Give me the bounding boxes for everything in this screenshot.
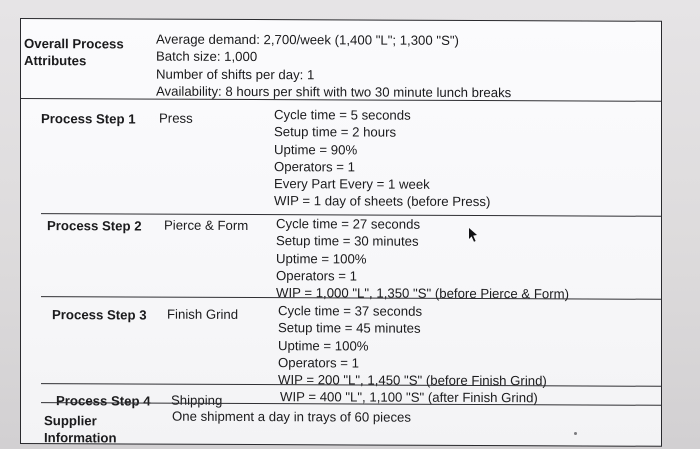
operators-text: Operators = 1	[278, 355, 359, 371]
press-operation: Press	[159, 110, 193, 126]
availability-text: Availability: 8 hours per shift with two 30 minute lunch breaks	[156, 83, 512, 101]
pierce-form-operation: Pierce & Form	[164, 217, 249, 233]
step-3-attributes	[278, 302, 547, 390]
cycle-time-text: Cycle time = 5 seconds	[274, 107, 411, 123]
supplier-shipment-text: One shipment a day in trays of 60 pieces	[172, 408, 411, 425]
setup-time-text: Setup time = 45 minutes	[278, 320, 421, 337]
wip-text: WIP = 200 "L", 1,450 "S" (before Finish Grind)	[278, 372, 547, 389]
cycle-time-text: Cycle time = 37 seconds	[278, 303, 423, 319]
wip-text: WIP = 1,000 "L", 1,350 "S" (before Pierce & Form)	[276, 285, 569, 302]
setup-time-text: Setup time = 30 minutes	[276, 233, 419, 250]
overall-label-line1: Overall Process	[24, 36, 124, 52]
speck-mark	[574, 432, 577, 435]
wip-text: WIP = 1 day of sheets (before Press)	[274, 193, 491, 210]
every-part-every-text: Every Part Every = 1 week	[274, 176, 430, 192]
supplier-label-line1: Supplier	[44, 413, 97, 429]
process-step-2-label: Process Step 2	[47, 218, 142, 234]
finish-grind-operation: Finish Grind	[167, 306, 239, 322]
process-step-1-label: Process Step 1	[41, 111, 136, 127]
uptime-text: Uptime = 100%	[276, 250, 367, 267]
step-1-attributes	[274, 106, 490, 211]
uptime-text: Uptime = 90%	[274, 141, 358, 158]
step-2-attributes	[276, 215, 569, 303]
batch-size-text: Batch size: 1,000	[156, 48, 258, 65]
overall-attributes-list	[156, 31, 511, 102]
process-step-3-label: Process Step 3	[52, 307, 147, 323]
operators-text: Operators = 1	[276, 268, 357, 284]
row-divider	[21, 98, 661, 102]
uptime-text: Uptime = 100%	[278, 337, 369, 354]
process-attributes-table	[20, 18, 662, 447]
supplier-information-label	[44, 412, 117, 446]
mouse-pointer-arrow-icon	[466, 226, 480, 244]
overall-label-line2: Attributes	[24, 53, 87, 69]
process-step-4-label: Process Step 4	[56, 393, 151, 409]
overall-process-label	[24, 35, 124, 69]
shipping-operation: Shipping	[171, 392, 223, 408]
setup-time-text: Setup time = 2 hours	[274, 124, 397, 140]
cycle-time-text: Cycle time = 27 seconds	[276, 216, 421, 232]
wip-text: WIP = 400 "L", 1,100 "S" (after Finish Grind)	[280, 389, 538, 406]
operators-text: Operators = 1	[274, 158, 355, 175]
shifts-per-day-text: Number of shifts per day: 1	[156, 66, 315, 82]
supplier-label-line2: Information	[44, 430, 117, 446]
average-demand-text: Average demand: 2,700/week (1,400 "L"; 1,300 "S")	[156, 31, 459, 48]
